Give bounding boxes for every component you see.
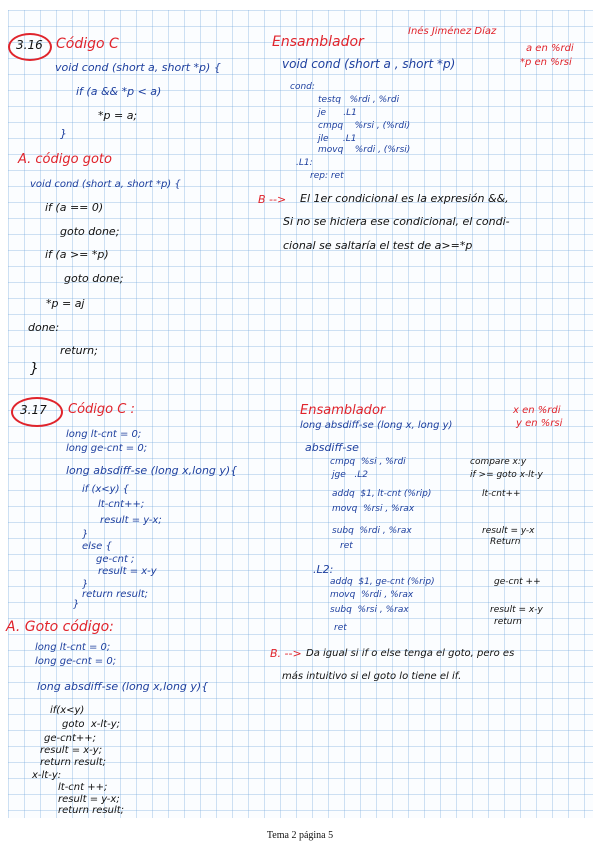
code-line: result = y-x; [58,794,120,805]
asm-line: subq %rsi , %rax [330,605,409,615]
asm-line: cond: [290,82,315,92]
asm-comment: return [494,617,522,627]
answer-line: El 1er condicional es la expresión &&, [300,192,509,205]
asm-register-note: y en %rsi [516,418,563,429]
asm-line: movq %rdi , %rax [330,590,414,600]
section-title-goto: A. código goto [18,152,112,167]
answer-line: más intuitivo si el goto lo tiene el if. [282,671,462,682]
code-line: return result; [82,589,149,600]
code-line: return; [60,344,98,357]
code-line: ge-cnt++; [44,733,96,744]
code-line: ge-cnt ; [96,554,135,565]
code-line: void cond (short a, short *p) { [55,61,221,74]
asm-comment: Return [490,537,521,547]
asm-line: jle .L1 [318,134,357,144]
section-title-c-code: Código C : [68,402,135,417]
asm-line: jge .L2 [332,470,368,480]
asm-signature: void cond (short a , short *p) [282,57,456,71]
asm-line: addq $1, ge-cnt (%rip) [330,577,435,587]
answer-b-label: B --> [258,193,287,206]
asm-line: addq $1, lt-cnt (%rip) [332,489,432,499]
code-line: *p = a; [98,109,138,122]
asm-signature: long absdiff-se (long x, long y) [300,420,453,431]
asm-register-note: x en %rdi [513,405,561,416]
asm-line: movq %rsi , %rax [332,504,415,514]
code-line: return result; [40,757,107,768]
section-title-goto: A. Goto código: [6,619,114,635]
code-line: x-lt-y: [32,770,62,781]
answer-b-label: B. --> [270,647,302,660]
asm-line: movq %rdi , (%rsi) [318,145,411,155]
asm-line: rep: ret [310,171,344,181]
code-line: lt-cnt ++; [58,782,108,793]
code-line: lt-cnt++; [98,499,145,510]
code-line: if (a >= *p) [45,248,109,261]
section-title-c-code: Código C [56,36,119,52]
code-line: done: [28,321,60,334]
asm-line: cmpq %rsi , (%rdi) [318,121,411,131]
code-line: long lt-cnt = 0; [35,642,111,653]
asm-line: ret [340,541,353,551]
code-line: long absdiff-se (long x,long y){ [66,464,238,477]
code-line: if (a && *p < a) [76,85,162,98]
asm-register-note: *p en %rsi [520,57,572,68]
code-line: goto x-lt-y; [62,719,120,730]
code-line: else { [82,541,112,552]
asm-comment: ge-cnt ++ [494,577,541,587]
asm-comment: if >= goto x-lt-y [470,470,543,480]
answer-line: Da igual si if o else tenga el goto, pero es [306,648,515,659]
code-line: return result; [58,805,125,816]
code-line: result = x-y; [40,745,103,756]
asm-comment: result = x-y [490,605,543,615]
author-name: Inés Jiménez Díaz [408,26,497,37]
code-line: goto done; [60,225,120,238]
answer-line: Si no se hiciera ese condicional, el condi- [283,215,510,228]
code-line: if (a == 0) [45,201,104,214]
answer-line: cional se saltaría el test de a>=*p [283,239,473,252]
code-line: void cond (short a, short *p) { [30,179,181,190]
code-line: } [82,579,89,590]
asm-line: cmpq %si , %rdi [330,457,406,467]
code-line: } [82,529,89,540]
code-line: long ge-cnt = 0; [66,443,148,454]
section-title-assembler: Ensamblador [300,403,386,418]
asm-register-note: a en %rdi [526,43,574,54]
section-title-assembler: Ensamblador [272,34,364,50]
code-line: result = y-x; [100,515,162,526]
code-line: if(x<y) [50,705,85,716]
asm-comment: result = y-x [482,526,535,536]
exercise-number: 3.17 [20,403,47,417]
code-line: goto done; [64,272,124,285]
asm-label: absdiff-se [305,441,359,454]
code-line: } [30,361,39,377]
asm-line: ret [334,623,347,633]
asm-comment: compare x:y [470,457,527,467]
exercise-number: 3.16 [16,38,43,52]
asm-line: testq %rdi , %rdi [318,95,400,105]
code-line: } [73,599,80,610]
code-line: long lt-cnt = 0; [66,429,142,440]
asm-line: je .L1 [318,108,357,118]
code-line: long absdiff-se (long x,long y){ [37,680,209,693]
code-line: long ge-cnt = 0; [35,656,117,667]
code-line: } [60,127,67,140]
page-footer: Tema 2 página 5 [266,830,334,841]
asm-label: .L2: [313,563,334,576]
asm-comment: lt-cnt++ [482,489,521,499]
asm-line: .L1: [296,158,313,168]
code-line: result = x-y [98,566,157,577]
code-line: if (x<y) { [82,484,130,495]
code-line: *p = aj [46,297,85,310]
asm-line: subq %rdi , %rax [332,526,412,536]
